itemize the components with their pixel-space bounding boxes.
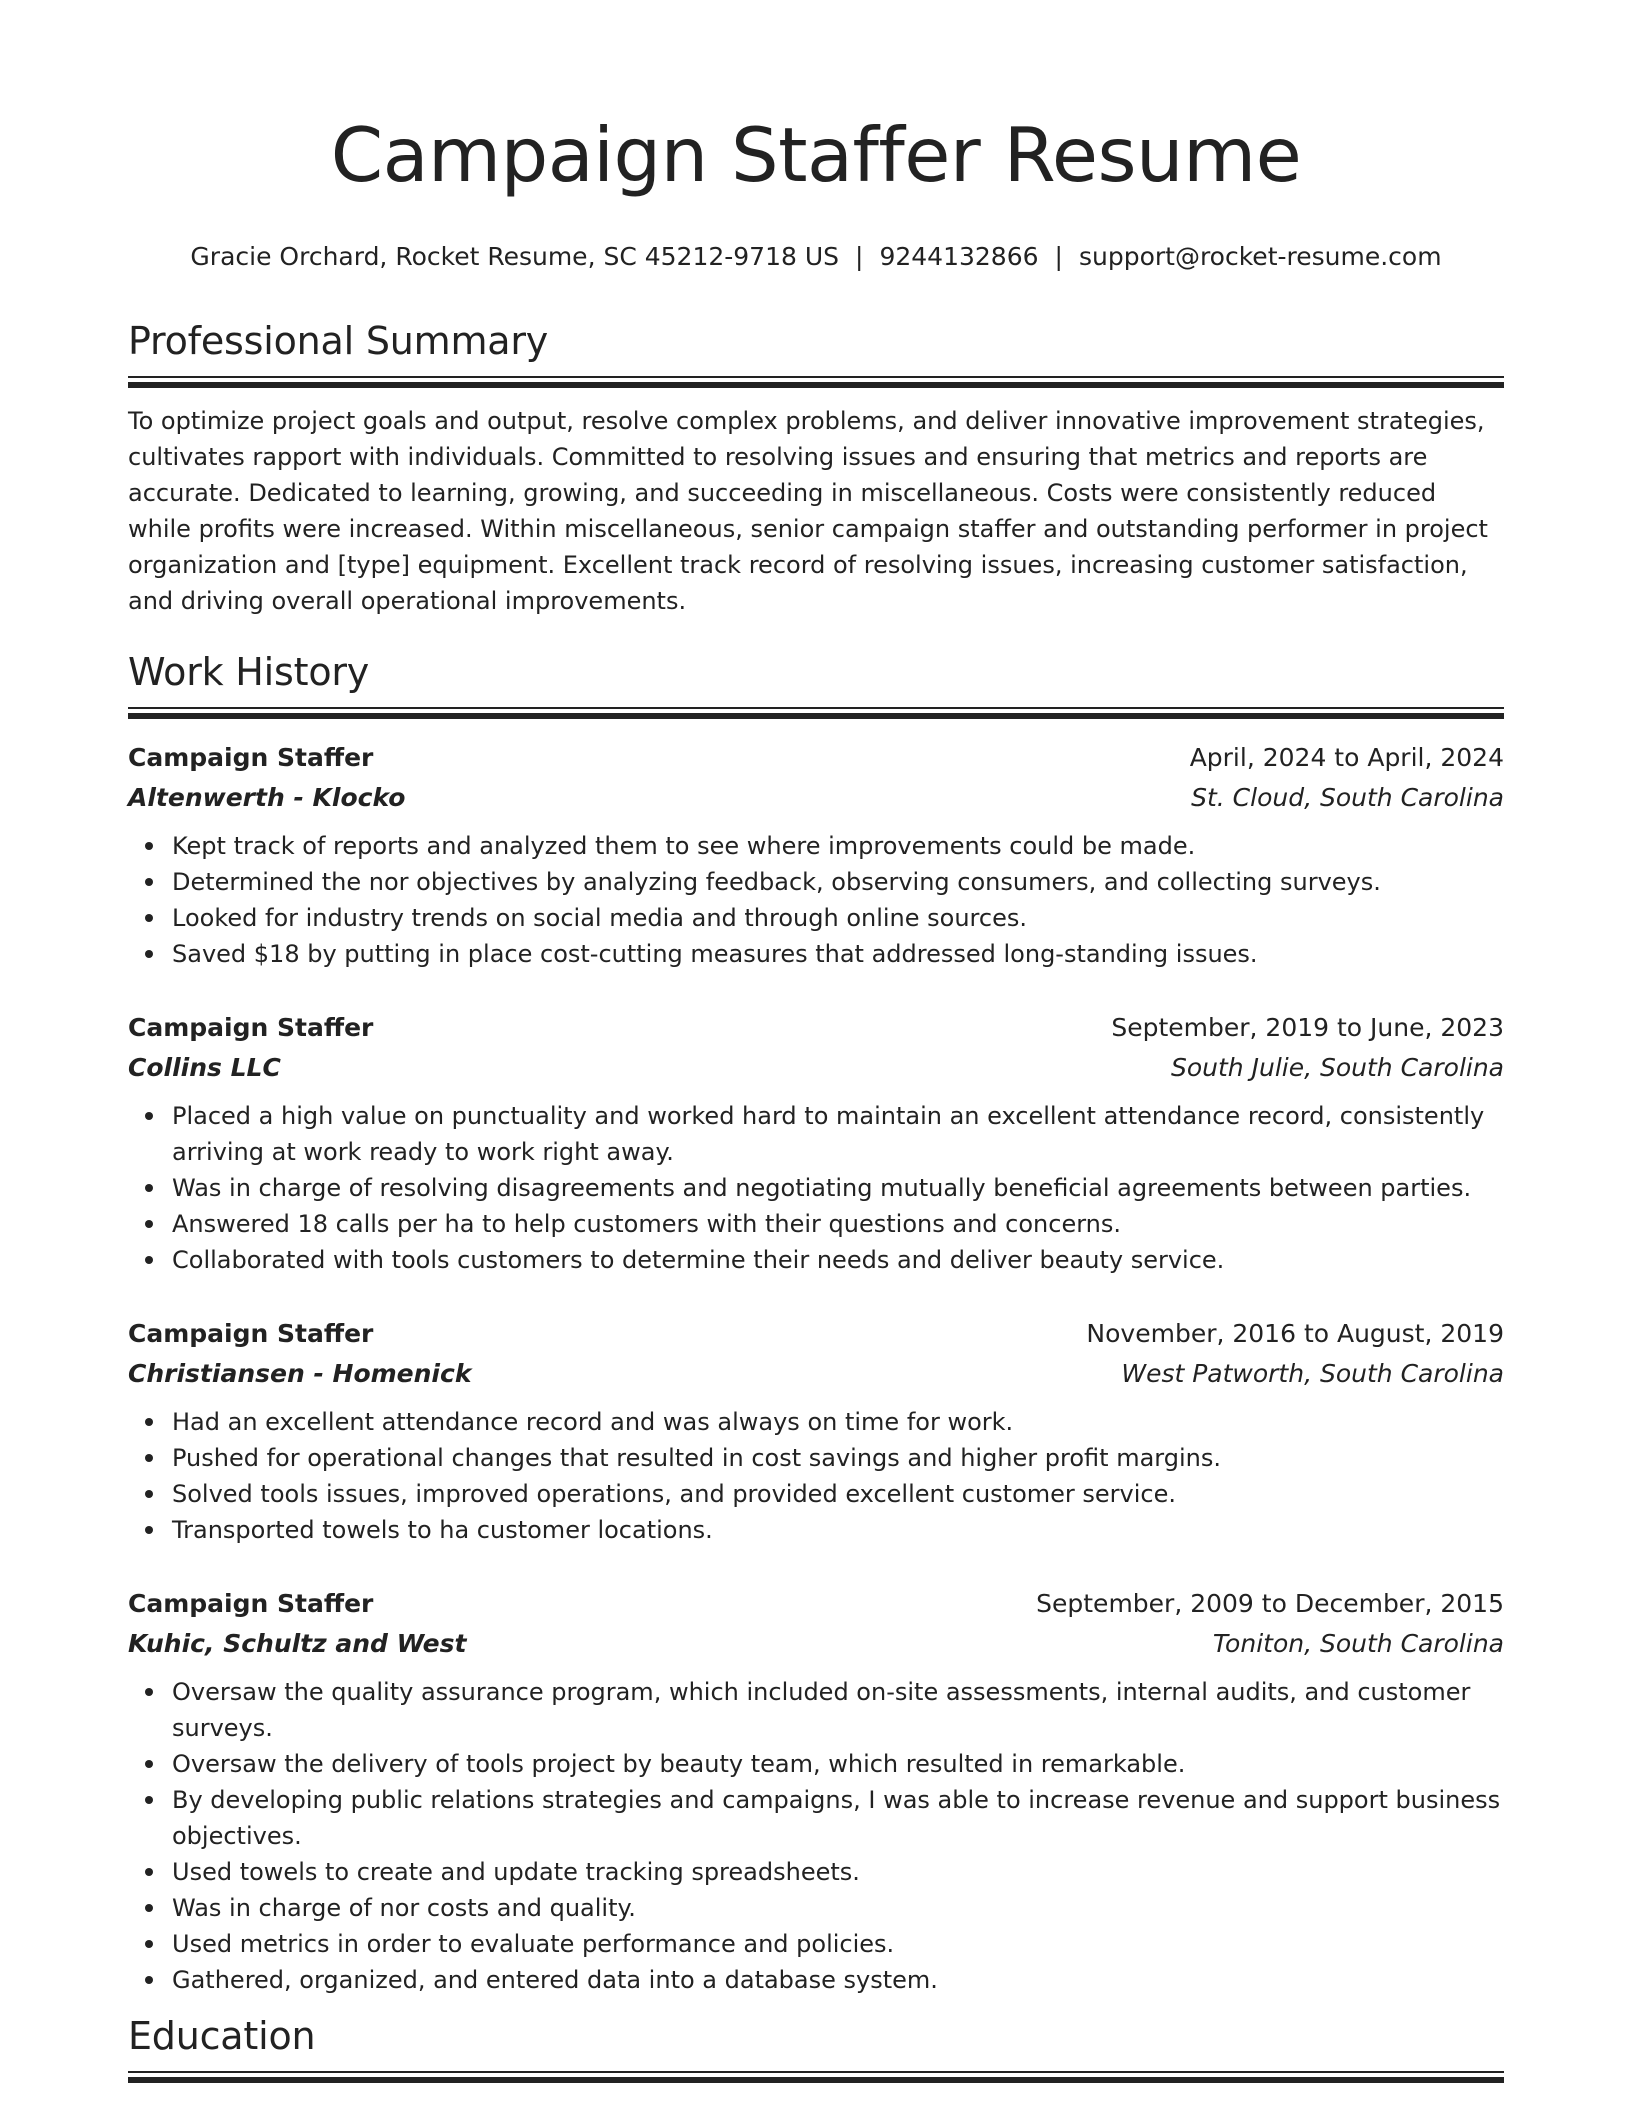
job-title: Campaign Staffer <box>128 1319 374 1348</box>
job-bullet: Had an excellent attendance record and was always on time for work. <box>128 1404 1504 1440</box>
job-company: Altenwerth - Klocko <box>128 783 406 812</box>
job-bullet: Oversaw the quality assurance program, which included on-site assessments, internal audits, and customer surveys. <box>128 1674 1504 1746</box>
work-history-section <box>128 649 1504 720</box>
contact-separator: | <box>855 242 864 271</box>
job-bullet: Solved tools issues, improved operations, and provided excellent customer service. <box>128 1476 1504 1512</box>
job-bullet: Determined the nor objectives by analyzing feedback, observing consumers, and collecting surveys. <box>128 864 1504 900</box>
job-bullet: Transported towels to ha customer locations. <box>128 1512 1504 1548</box>
work-history-heading: Work History <box>128 650 370 694</box>
section-divider <box>128 376 1504 389</box>
job-entry <box>128 1314 1504 1548</box>
job-bullet: By developing public relations strategies and campaigns, I was able to increase revenue and support business objectives. <box>128 1782 1504 1854</box>
job-company: Christiansen - Homenick <box>128 1359 472 1388</box>
job-bullets <box>128 1404 1504 1548</box>
job-bullet: Saved $18 by putting in place cost-cutting measures that addressed long-standing issues. <box>128 936 1504 972</box>
education-heading: Education <box>128 2014 316 2058</box>
job-bullet: Used towels to create and update tracking spreadsheets. <box>128 1854 1504 1890</box>
contact-address: Gracie Orchard, Rocket Resume, SC 45212-9718 US <box>190 242 840 271</box>
job-bullet: Pushed for operational changes that resulted in cost savings and higher profit margins. <box>128 1440 1504 1476</box>
section-divider <box>128 2071 1504 2084</box>
contact-separator: | <box>1054 242 1063 271</box>
job-location: St. Cloud, South Carolina <box>1191 783 1504 812</box>
job-bullets <box>128 828 1504 972</box>
section-divider <box>128 707 1504 720</box>
job-bullet: Answered 18 calls per ha to help customers with their questions and concerns. <box>128 1206 1504 1242</box>
job-dates: September, 2019 to June, 2023 <box>1111 1013 1504 1042</box>
job-location: West Patworth, South Carolina <box>1121 1359 1504 1388</box>
job-title: Campaign Staffer <box>128 1013 374 1042</box>
job-bullets <box>128 1098 1504 1278</box>
job-company: Collins LLC <box>128 1053 281 1082</box>
job-entry <box>128 738 1504 972</box>
job-bullet: Was in charge of nor costs and quality. <box>128 1890 1504 1926</box>
job-dates: April, 2024 to April, 2024 <box>1189 743 1504 772</box>
job-entry <box>128 1584 1504 1998</box>
summary-text: To optimize project goals and output, resolve complex problems, and deliver innovative improvement strategies, cultivates rapport with individuals. Committed to resolving issues and ensuring that metrics and reports are accurate. Dedicated to learning, growing, and succeeding in miscellaneous. Costs were consistently reduced while profits were increased. Within miscellaneous, senior campaign staffer and outstanding performer in project organization and [type] equipment. Excellent track record of resolving issues, increasing customer satisfaction, and driving overall operational improvements. <box>128 407 1488 615</box>
contact-phone: 9244132866 <box>879 242 1039 271</box>
job-dates: November, 2016 to August, 2019 <box>1086 1319 1504 1348</box>
job-bullet: Was in charge of resolving disagreements and negotiating mutually beneficial agreements between parties. <box>128 1170 1504 1206</box>
job-location: Toniton, South Carolina <box>1212 1629 1504 1658</box>
job-title: Campaign Staffer <box>128 743 374 772</box>
contact-line <box>128 242 1504 272</box>
job-entry <box>128 1008 1504 1278</box>
job-bullet: Kept track of reports and analyzed them to see where improvements could be made. <box>128 828 1504 864</box>
summary-heading: Professional Summary <box>128 319 549 363</box>
job-bullet: Looked for industry trends on social media and through online sources. <box>128 900 1504 936</box>
job-bullet: Used metrics in order to evaluate performance and policies. <box>128 1926 1504 1962</box>
job-title: Campaign Staffer <box>128 1589 374 1618</box>
job-bullet: Gathered, organized, and entered data into a database system. <box>128 1962 1504 1998</box>
job-dates: September, 2009 to December, 2015 <box>1036 1589 1504 1618</box>
education-section <box>128 2013 1504 2084</box>
resume-title: Campaign Staffer Resume <box>330 111 1302 199</box>
job-bullets <box>128 1674 1504 1998</box>
job-bullet: Collaborated with tools customers to determine their needs and deliver beauty service. <box>128 1242 1504 1278</box>
contact-email: support@rocket-resume.com <box>1078 242 1442 271</box>
job-bullet: Oversaw the delivery of tools project by beauty team, which resulted in remarkable. <box>128 1746 1504 1782</box>
job-location: South Julie, South Carolina <box>1171 1053 1504 1082</box>
job-bullet: Placed a high value on punctuality and worked hard to maintain an excellent attendance record, consistently arriving at work ready to work right away. <box>128 1098 1504 1170</box>
summary-section <box>128 318 1504 619</box>
job-company: Kuhic, Schultz and West <box>128 1629 467 1658</box>
